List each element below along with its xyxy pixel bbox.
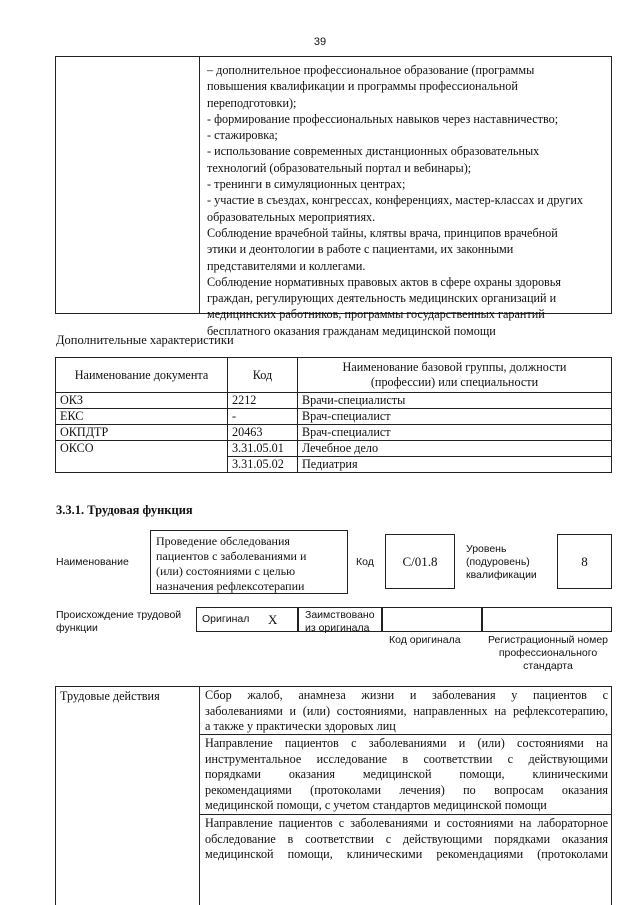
cell-code: 3.31.05.02 bbox=[228, 457, 298, 473]
text-line: граждан, регулирующих деятельность медицинских организаций и bbox=[207, 291, 557, 306]
function-name-line: (или) состояниями с целью bbox=[156, 564, 296, 578]
level-label: Уровень (подуровень) квалификации bbox=[466, 543, 537, 581]
function-code-value: C/01.8 bbox=[402, 553, 438, 569]
cell-code: - bbox=[228, 409, 298, 425]
characteristics-table bbox=[55, 357, 612, 473]
text-line: технологий (образовательный портал и вебинары); bbox=[207, 160, 472, 175]
code-original-label: Код оригинала bbox=[389, 634, 461, 646]
cell-doc: ОКЗ bbox=[56, 393, 228, 409]
cell-doc: ОКПДТР bbox=[56, 425, 228, 441]
header-code: Код bbox=[228, 358, 298, 393]
original-mark: X bbox=[268, 611, 278, 627]
text-line: Соблюдение нормативных правовых актов в сфере охраны здоровья bbox=[207, 274, 561, 289]
function-code-box bbox=[385, 534, 455, 589]
code-label: Код bbox=[356, 556, 374, 568]
table-row bbox=[56, 441, 612, 457]
labour-actions-table bbox=[55, 686, 612, 905]
cell-name: Врач-специалист bbox=[298, 409, 612, 425]
text-line: медицинских работников, программы государственных гарантий bbox=[207, 307, 545, 322]
action-item: Направление пациентов с заболеваниями и (или) состояниями на инструментальное исследование в соответствии с действующими порядками оказания медицинской помощи, клиническими рекомендациями (протоколами лечения) по вопросам оказания медицинской помощи, с учетом стандартов медицинской помощи bbox=[205, 736, 608, 812]
cell-code: 2212 bbox=[228, 393, 298, 409]
text-line: - формирование профессиональных навыков через наставничество; bbox=[207, 111, 559, 126]
text-line: Соблюдение врачебной тайны, клятвы врача, принципов врачебной bbox=[207, 225, 558, 240]
requirements-table bbox=[55, 56, 612, 338]
table-row bbox=[56, 409, 612, 425]
column-divider bbox=[199, 687, 200, 905]
origin-label: Происхождение трудовой функции bbox=[56, 609, 182, 634]
original-box bbox=[196, 607, 298, 632]
row-divider bbox=[199, 734, 611, 735]
function-name-box bbox=[150, 530, 348, 594]
table-row bbox=[56, 393, 612, 409]
text-line: переподготовки); bbox=[207, 95, 297, 110]
cell-code: 3.31.05.01 bbox=[228, 441, 298, 457]
text-line: представителями и коллегами. bbox=[207, 258, 366, 273]
cell-doc: ЕКС bbox=[56, 409, 228, 425]
cell-code: 20463 bbox=[228, 425, 298, 441]
additional-characteristics-title: Дополнительные характеристики bbox=[56, 333, 234, 347]
header-document: Наименование документа bbox=[56, 358, 228, 393]
text-line: - тренинги в симуляционных центрах; bbox=[207, 177, 406, 192]
column-divider bbox=[199, 57, 200, 313]
text-line: бесплатного оказания гражданам медицинской помощи bbox=[207, 323, 496, 338]
text-line: – дополнительное профессиональное образование (программы bbox=[207, 63, 535, 77]
name-label: Наименование bbox=[56, 556, 129, 568]
text-line: - участие в съездах, конгрессах, конференциях, мастер-классах и других bbox=[207, 193, 583, 208]
requirements-text bbox=[207, 62, 609, 339]
level-box bbox=[557, 534, 612, 589]
page-number: 39 bbox=[313, 36, 327, 48]
function-name-line: Проведение обследования bbox=[156, 534, 290, 548]
text-line: образовательных мероприятиях. bbox=[207, 209, 376, 224]
labour-actions-label: Трудовые действия bbox=[60, 689, 160, 703]
row-divider bbox=[199, 814, 611, 815]
reg-number-box bbox=[482, 607, 612, 632]
function-name-line: назначения рефлексотерапии bbox=[156, 579, 305, 593]
text-line: повышения квалификации и программы профессиональной bbox=[207, 79, 518, 94]
table-row bbox=[56, 425, 612, 441]
section-title: 3.3.1. Трудовая функция bbox=[56, 503, 193, 517]
cell-name: Педиатрия bbox=[298, 457, 612, 473]
function-name-line: пациентов с заболеваниями и bbox=[156, 549, 307, 563]
code-original-box bbox=[382, 607, 482, 632]
original-label: Оригинал bbox=[202, 613, 250, 625]
cell-name: Лечебное дело bbox=[298, 441, 612, 457]
header-name: Наименование базовой группы, должности (профессии) или специальности bbox=[298, 358, 612, 393]
cell-name: Врач-специалист bbox=[298, 425, 612, 441]
cell-name: Врачи-специалисты bbox=[298, 393, 612, 409]
action-item: Сбор жалоб, анамнеза жизни и заболевания у пациентов с заболеваниями и (или) состояниями, направленных на рефлексотерапию, а также у практически здоровых лиц bbox=[205, 688, 608, 733]
level-value: 8 bbox=[581, 553, 588, 569]
reg-number-label: Регистрационный номер профессионального стандарта bbox=[488, 634, 608, 672]
text-line: этики и деонтологии в работе с пациентами, их законными bbox=[207, 242, 514, 257]
cell-doc: ОКСО bbox=[56, 441, 228, 473]
text-line: - использование современных дистанционных образовательных bbox=[207, 144, 540, 159]
borrowed-box: Заимствовано из оригинала bbox=[298, 607, 382, 632]
action-item: Направление пациентов с заболеваниями и состояниями на лабораторное обследование в соответствии с действующими порядками оказания медицинской помощи, клиническими рекомендациями (протоколами bbox=[205, 816, 608, 861]
text-line: - стажировка; bbox=[207, 128, 278, 143]
